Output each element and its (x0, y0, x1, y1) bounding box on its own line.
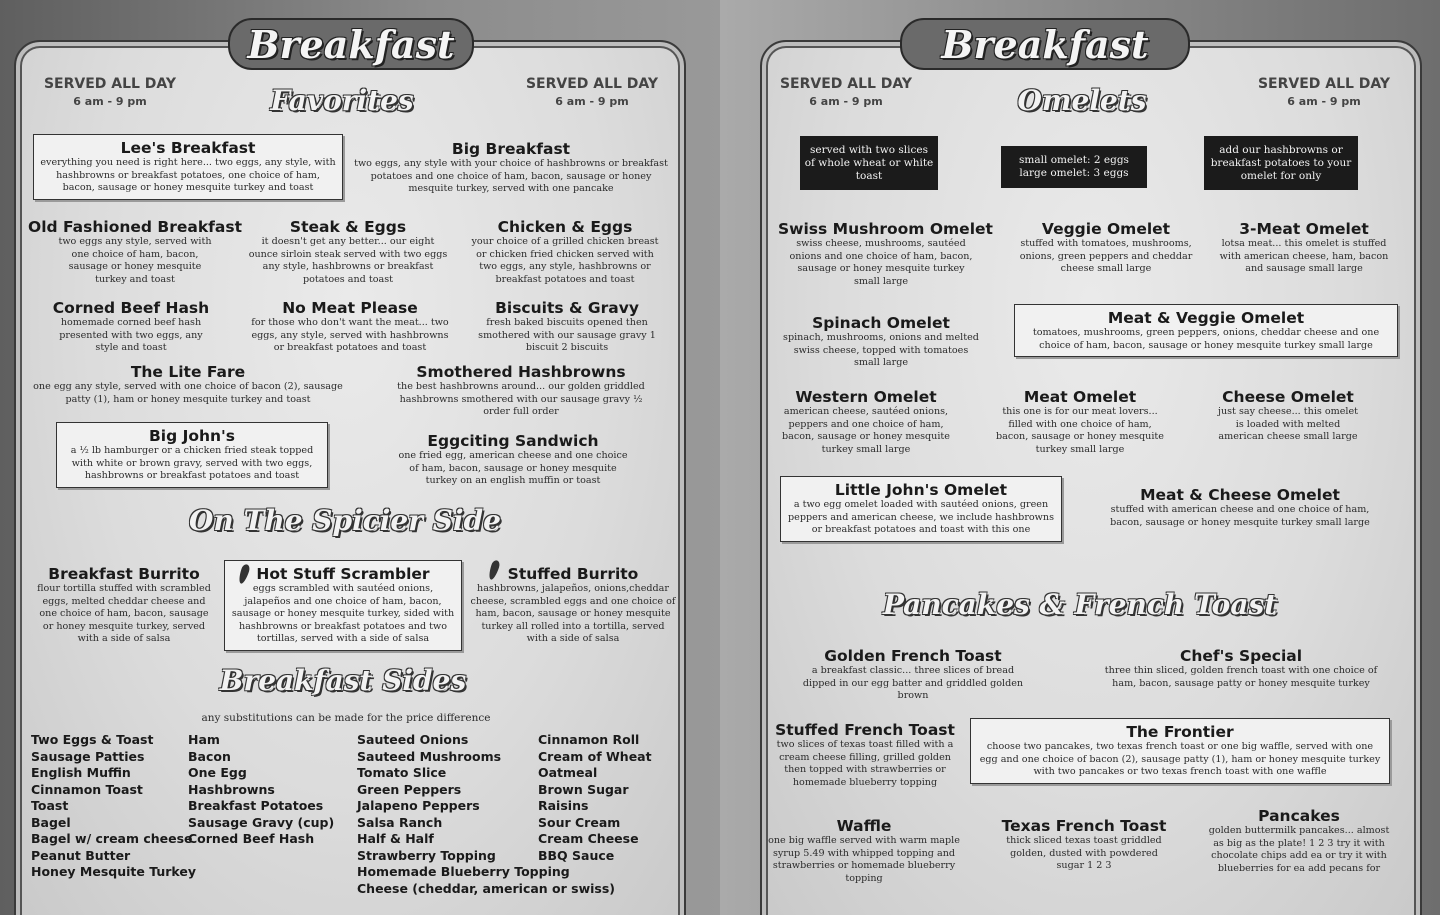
menu-item-lees-breakfast[interactable]: Lee's Breakfast everything you need is right here... two eggs, any style, with hashbrowns or breakfast potatoes, one choice of ham, bacon, sausage or honey mesquite turkey and toast (33, 134, 343, 200)
hashbrowns-addon-note: add our hashbrowns or breakfast potatoes to your omelet for only (1204, 136, 1358, 190)
menu-item-western-omelet[interactable]: Western Omelet american cheese, sautéed onions, peppers and one choice of ham, bacon, sausage or honey mesquite turkey small large (782, 388, 950, 455)
side-item: Raisins (538, 798, 589, 813)
menu-item-meat-cheese-omelet[interactable]: Meat & Cheese Omelet stuffed with american cheese and one choice of ham, bacon, sausage or honey mesquite turkey small large (1110, 486, 1370, 528)
menu-item-smothered-hashbrowns[interactable]: Smothered Hashbrowns the best hashbrowns around... our golden griddled hashbrowns smothered with our sausage gravy ½ order full order (397, 363, 645, 418)
side-item: Cream of Wheat (538, 748, 652, 764)
menu-item-meat-veggie-omelet[interactable]: Meat & Veggie Omelet tomatoes, mushrooms, green peppers, onions, cheddar cheese and one choice of ham, bacon, sausage or honey mesquite turkey small large (1014, 304, 1398, 357)
sides-column-1 (31, 732, 196, 881)
right-breakfast-banner (900, 18, 1190, 70)
side-item: Bacon (188, 748, 231, 764)
menu-item-waffle[interactable]: Waffle one big waffle served with warm maple syrup 5.49 with whipped topping and strawberries or homemade blueberry topping (768, 817, 960, 884)
side-item: Peanut Butter (31, 847, 131, 863)
side-item: Breakfast Potatoes (188, 798, 324, 813)
side-item: Cheese (cheddar, american or swiss) (357, 880, 616, 896)
side-item: Brown Sugar (538, 781, 629, 797)
menu-item-lite-fare[interactable]: The Lite Fare one egg any style, served with one choice of bacon (2), sausage patty (1), ham or honey mesquite turkey and toast (33, 363, 343, 405)
menu-item-hot-stuff-scrambler[interactable]: Hot Stuff Scrambler eggs scrambled with sautéed onions, jalapeños and one choice of ham, bacon, sausage or honey mesquite turkey, sided with hashbrowns or breakfast potatoes and two tortillas, served with a side of salsa (224, 560, 462, 651)
side-item: Corned Beef Hash (188, 831, 315, 846)
menu-item-biscuits-gravy[interactable]: Biscuits & Gravy fresh baked biscuits opened then smothered with our sausage gravy 1 biscuit 2 biscuits (478, 299, 656, 354)
side-item: Homemade Blueberry Topping (357, 864, 570, 879)
menu-item-swiss-mushroom-omelet[interactable]: Swiss Mushroom Omelet swiss cheese, mushrooms, sautéed onions and one choice of ham, bacon, sausage or honey mesquite turkey small large (778, 220, 993, 287)
omelets-title: Omelets (1017, 84, 1147, 117)
served-all-day-left: SERVED ALL DAY 6 am - 9 pm (43, 76, 177, 108)
side-item: Cinnamon Toast (31, 781, 143, 797)
side-item: Oatmeal (538, 765, 598, 780)
menu-item-eggciting-sandwich[interactable]: Eggciting Sandwich one fried egg, american cheese and one choice of ham, bacon, sausage or honey mesquite turkey on an english muffin or toast (398, 432, 628, 487)
right-menu-page (720, 0, 1440, 915)
omelet-size-note: small omelet: 2 eggs large omelet: 3 eggs (1001, 146, 1147, 188)
side-item: Bagel w/ cream cheese (31, 831, 193, 846)
side-item: Sauteed Onions (357, 732, 469, 747)
sides-column-2 (188, 732, 334, 848)
side-item: Two Eggs & Toast (31, 732, 154, 747)
side-item: Tomato Slice (357, 765, 447, 780)
pancakes-french-toast-title: Pancakes & French Toast (882, 588, 1278, 621)
menu-item-stuffed-french-toast[interactable]: Stuffed French Toast two slices of texas toast filled with a cream cheese filling, grilled golden then topped with strawberries or homemade blueberry topping (775, 721, 955, 788)
menu-item-texas-french-toast[interactable]: Texas French Toast thick sliced texas toast griddled golden, dusted with powdered sugar 1 2 3 (1001, 817, 1167, 872)
side-item: Sauteed Mushrooms (357, 748, 502, 764)
favorites-title: Favorites (270, 84, 414, 117)
menu-item-the-frontier[interactable]: The Frontier choose two pancakes, two texas french toast or one big waffle, served with one egg and one choice of bacon (2), sausage patty (1), ham or honey mesquite turkey with two pancakes or two texas french toast with one waffle (970, 718, 1390, 784)
menu-item-big-breakfast[interactable]: Big Breakfast two eggs, any style with your choice of hashbrowns or breakfast potatoes and one choice of ham, bacon, sausage or honey mesquite turkey, served with one pancake (354, 140, 668, 195)
side-item: Sausage Patties (31, 748, 145, 764)
menu-item-cheese-omelet[interactable]: Cheese Omelet just say cheese... this omelet is loaded with melted american cheese small large (1217, 388, 1359, 443)
menu-item-3-meat-omelet[interactable]: 3-Meat Omelet lotsa meat... this omelet is stuffed with american cheese, ham, bacon and sausage small large (1219, 220, 1389, 275)
menu-item-chicken-eggs[interactable]: Chicken & Eggs your choice of a grilled chicken breast or chicken fried chicken served with two eggs, any style, hashbrowns or breakfast potatoes and toast (471, 218, 659, 285)
side-item: Cinnamon Roll (538, 732, 640, 747)
side-item: Hashbrowns (188, 781, 275, 797)
served-all-day-left: SERVED ALL DAY 6 am - 9 pm (779, 76, 913, 108)
side-item: Bagel (31, 814, 71, 830)
breakfast-sides-title: Breakfast Sides (219, 664, 467, 697)
toast-note: served with two slices of whole wheat or white toast (800, 136, 938, 190)
left-banner-text: Breakfast (247, 21, 455, 67)
side-item: BBQ Sauce (538, 847, 615, 863)
side-item: Sour Cream (538, 814, 621, 830)
side-item: Ham (188, 732, 220, 747)
menu-item-old-fashioned-breakfast[interactable]: Old Fashioned Breakfast two eggs any style, served with one choice of ham, bacon, sausage or honey mesquite turkey and toast (28, 218, 242, 285)
side-item: Honey Mesquite Turkey (31, 864, 197, 879)
side-item: English Muffin (31, 765, 131, 780)
substitutions-note: any substitutions can be made for the price difference (201, 712, 491, 724)
sides-column-4 (538, 732, 652, 864)
menu-item-stuffed-burrito[interactable]: Stuffed Burrito hashbrowns, jalapeños, onions,cheddar cheese, scrambled eggs and one choice of ham, bacon, sausage or honey mesquite turkey all rolled into a tortilla, served with a side of salsa (470, 565, 676, 645)
side-item: Green Peppers (357, 781, 462, 797)
side-item: Cream Cheese (538, 831, 639, 846)
side-item: Jalapeno Peppers (357, 798, 480, 813)
right-banner-text: Breakfast (941, 21, 1149, 67)
served-all-day-right: SERVED ALL DAY 6 am - 9 pm (525, 76, 659, 108)
menu-item-veggie-omelet[interactable]: Veggie Omelet stuffed with tomatoes, mushrooms, onions, green peppers and cheddar cheese small large (1019, 220, 1193, 275)
menu-item-big-johns[interactable]: Big John's a ½ lb hamburger or a chicken fried steak topped with white or brown gravy, served with two eggs, hashbrowns or breakfast potatoes and toast (56, 422, 328, 488)
menu-item-corned-beef-hash[interactable]: Corned Beef Hash homemade corned beef hash presented with two eggs, any style and toast (52, 299, 210, 354)
side-item: Strawberry Topping (357, 847, 496, 863)
menu-item-meat-omelet[interactable]: Meat Omelet this one is for our meat lovers... filled with one choice of ham, bacon, sausage or honey mesquite turkey small large (996, 388, 1164, 455)
menu-item-golden-french-toast[interactable]: Golden French Toast a breakfast classic... three slices of bread dipped in our egg batter and griddled golden brown (802, 647, 1024, 702)
side-item: Salsa Ranch (357, 814, 443, 830)
menu-item-spinach-omelet[interactable]: Spinach Omelet spinach, mushrooms, onions and melted swiss cheese, topped with tomatoes small large (783, 314, 979, 369)
menu-item-little-johns-omelet[interactable]: Little John's Omelet a two egg omelet loaded with sautéed onions, green peppers and american cheese, we include hashbrowns or breakfast potatoes and toast with this one (780, 476, 1062, 542)
menu-item-steak-eggs[interactable]: Steak & Eggs it doesn't get any better... our eight ounce sirloin steak served with two eggs any style, hashbrowns or breakfast potatoes and toast (248, 218, 448, 285)
menu-item-no-meat-please[interactable]: No Meat Please for those who don't want the meat... two eggs, any style, served with hashbrowns or breakfast potatoes and toast (251, 299, 449, 354)
side-item: Half & Half (357, 831, 434, 846)
menu-item-breakfast-burrito[interactable]: Breakfast Burrito flour tortilla stuffed with scrambled eggs, melted cheddar cheese and one choice of ham, bacon, sausage or honey mesquite turkey, served with a side of salsa (37, 565, 211, 645)
menu-item-chefs-special[interactable]: Chef's Special three thin sliced, golden french toast with one choice of ham, bacon, sausage patty or honey mesquite turkey (1104, 647, 1378, 689)
served-all-day-right: SERVED ALL DAY 6 am - 9 pm (1257, 76, 1391, 108)
side-item: Toast (31, 798, 69, 813)
spicier-title: On The Spicier Side (189, 504, 501, 537)
side-item: One Egg (188, 765, 247, 780)
side-item: Sausage Gravy (cup) (188, 814, 335, 830)
left-breakfast-banner (228, 18, 474, 70)
menu-item-pancakes[interactable]: Pancakes golden buttermilk pancakes... almost as big as the plate! 1 2 3 try it with chocolate chips add ea or try it with blueberries for ea add pecans for (1208, 807, 1390, 874)
